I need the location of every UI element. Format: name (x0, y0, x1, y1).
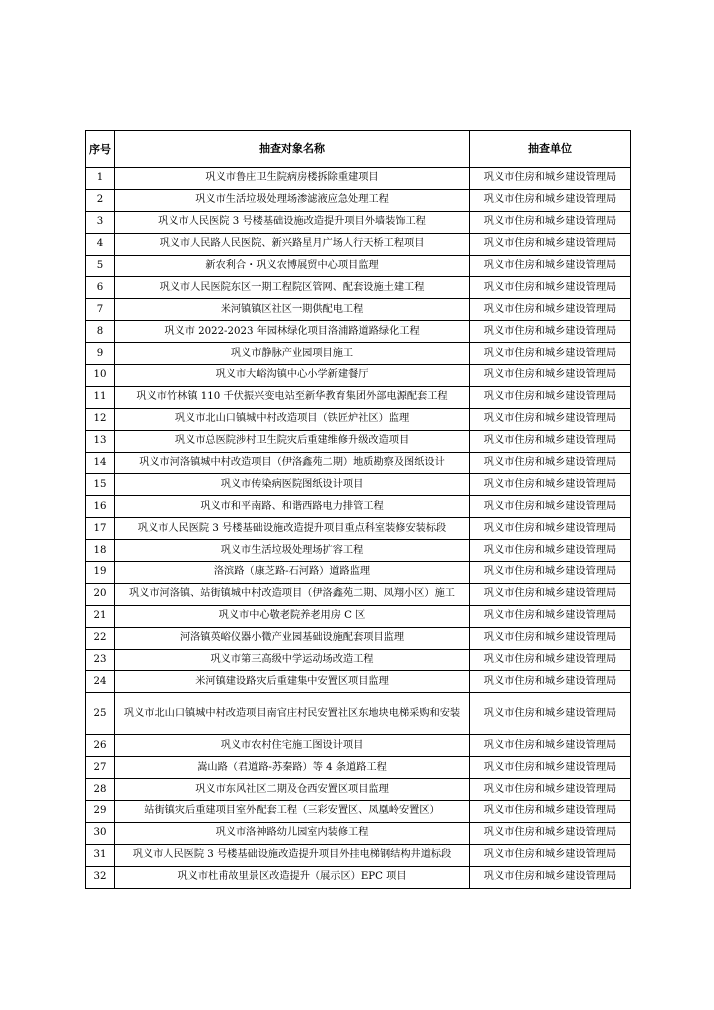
project-name-cell: 巩义市河洛镇城中村改造项目（伊洛鑫苑二期）地质勘察及图纸设计 (115, 452, 470, 474)
row-number-cell: 6 (86, 277, 115, 299)
row-number-cell: 17 (86, 518, 115, 540)
project-name-cell: 巩义市第三高级中学运动场改造工程 (115, 649, 470, 671)
inspection-unit-cell: 巩义市住房和城乡建设管理局 (470, 822, 631, 844)
inspection-unit-cell: 巩义市住房和城乡建设管理局 (470, 562, 631, 584)
table-row (86, 474, 631, 496)
row-number-cell: 27 (86, 757, 115, 779)
row-number-cell: 14 (86, 452, 115, 474)
table-row (86, 430, 631, 452)
table-row (86, 735, 631, 757)
project-name-cell: 巩义市人民路人民医院、新兴路星月广场人行天桥工程项目 (115, 233, 470, 255)
project-name-cell: 巩义市人民医院东区一期工程院区管网、配套设施土建工程 (115, 277, 470, 299)
table-row (86, 233, 631, 255)
project-name-cell: 巩义市传染病医院图纸设计项目 (115, 474, 470, 496)
row-number-cell: 8 (86, 321, 115, 343)
inspection-table (85, 130, 631, 889)
inspection-unit-cell: 巩义市住房和城乡建设管理局 (470, 693, 631, 735)
inspection-unit-cell: 巩义市住房和城乡建设管理局 (470, 343, 631, 365)
row-number-cell: 31 (86, 844, 115, 866)
row-number-cell: 25 (86, 693, 115, 735)
row-number-cell: 29 (86, 801, 115, 823)
table-row (86, 277, 631, 299)
project-name-cell: 巩义市洛神路幼儿园室内装修工程 (115, 822, 470, 844)
inspection-unit-cell: 巩义市住房和城乡建设管理局 (470, 255, 631, 277)
inspection-unit-cell: 巩义市住房和城乡建设管理局 (470, 365, 631, 387)
inspection-unit-cell: 巩义市住房和城乡建设管理局 (470, 408, 631, 430)
row-number-cell: 23 (86, 649, 115, 671)
row-number-cell: 11 (86, 386, 115, 408)
table-row (86, 801, 631, 823)
inspection-unit-cell: 巩义市住房和城乡建设管理局 (470, 671, 631, 693)
row-number-cell: 1 (86, 168, 115, 190)
table-row (86, 844, 631, 866)
header-no: 序号 (86, 131, 115, 168)
row-number-cell: 9 (86, 343, 115, 365)
row-number-cell: 28 (86, 779, 115, 801)
inspection-unit-cell: 巩义市住房和城乡建设管理局 (470, 649, 631, 671)
row-number-cell: 4 (86, 233, 115, 255)
row-number-cell: 21 (86, 605, 115, 627)
row-number-cell: 19 (86, 562, 115, 584)
row-number-cell: 18 (86, 540, 115, 562)
project-name-cell: 巩义市人民医院 3 号楼基础设施改造提升项目外墙装饰工程 (115, 211, 470, 233)
table-row (86, 779, 631, 801)
project-name-cell: 巩义市鲁庄卫生院病房楼拆除重建项目 (115, 168, 470, 190)
project-name-cell: 巩义市和平南路、和谐西路电力排管工程 (115, 496, 470, 518)
inspection-unit-cell: 巩义市住房和城乡建设管理局 (470, 605, 631, 627)
project-name-cell: 巩义市总医院涉村卫生院灾后重建维修升级改造项目 (115, 430, 470, 452)
inspection-unit-cell: 巩义市住房和城乡建设管理局 (470, 779, 631, 801)
project-name-cell: 巩义市中心敬老院养老用房 C 区 (115, 605, 470, 627)
row-number-cell: 12 (86, 408, 115, 430)
table-row (86, 518, 631, 540)
row-number-cell: 16 (86, 496, 115, 518)
row-number-cell: 32 (86, 866, 115, 888)
inspection-unit-cell: 巩义市住房和城乡建设管理局 (470, 866, 631, 888)
table-row (86, 408, 631, 430)
header-name: 抽查对象名称 (115, 131, 470, 168)
table-row (86, 496, 631, 518)
project-name-cell: 巩义市北山口镇城中村改造项目南官庄村民安置社区东地块电梯采购和安装 (115, 693, 470, 735)
table-row (86, 299, 631, 321)
project-name-cell: 巩义市人民医院 3 号楼基础设施改造提升项目重点科室装修安装标段 (115, 518, 470, 540)
project-name-cell: 巩义市生活垃圾处理场扩容工程 (115, 540, 470, 562)
inspection-unit-cell: 巩义市住房和城乡建设管理局 (470, 735, 631, 757)
project-name-cell: 巩义市北山口镇城中村改造项目（铁匠炉社区）监理 (115, 408, 470, 430)
row-number-cell: 30 (86, 822, 115, 844)
inspection-unit-cell: 巩义市住房和城乡建设管理局 (470, 211, 631, 233)
inspection-unit-cell: 巩义市住房和城乡建设管理局 (470, 844, 631, 866)
table-row (86, 255, 631, 277)
table-row (86, 649, 631, 671)
project-name-cell: 米河镇镇区社区一期供配电工程 (115, 299, 470, 321)
table-header-row (86, 131, 631, 168)
table-row (86, 627, 631, 649)
inspection-unit-cell: 巩义市住房和城乡建设管理局 (470, 233, 631, 255)
project-name-cell: 巩义市东风社区二期及仓西安置区项目监理 (115, 779, 470, 801)
table-row (86, 168, 631, 190)
table-row (86, 822, 631, 844)
inspection-unit-cell: 巩义市住房和城乡建设管理局 (470, 496, 631, 518)
project-name-cell: 巩义市农村住宅施工图设计项目 (115, 735, 470, 757)
row-number-cell: 15 (86, 474, 115, 496)
table-row (86, 189, 631, 211)
inspection-unit-cell: 巩义市住房和城乡建设管理局 (470, 452, 631, 474)
project-name-cell: 巩义市静脉产业园项目施工 (115, 343, 470, 365)
project-name-cell: 巩义市大峪沟镇中心小学新建餐厅 (115, 365, 470, 387)
inspection-unit-cell: 巩义市住房和城乡建设管理局 (470, 627, 631, 649)
inspection-unit-cell: 巩义市住房和城乡建设管理局 (470, 299, 631, 321)
project-name-cell: 巩义市竹林镇 110 千伏振兴变电站至新华教育集团外部电源配套工程 (115, 386, 470, 408)
inspection-unit-cell: 巩义市住房和城乡建设管理局 (470, 801, 631, 823)
inspection-unit-cell: 巩义市住房和城乡建设管理局 (470, 321, 631, 343)
row-number-cell: 22 (86, 627, 115, 649)
inspection-unit-cell: 巩义市住房和城乡建设管理局 (470, 757, 631, 779)
inspection-unit-cell: 巩义市住房和城乡建设管理局 (470, 540, 631, 562)
table-row (86, 452, 631, 474)
project-name-cell: 站街镇灾后重建项目室外配套工程（三彩安置区、凤凰岭安置区） (115, 801, 470, 823)
row-number-cell: 7 (86, 299, 115, 321)
table-row (86, 757, 631, 779)
table-row (86, 866, 631, 888)
inspection-unit-cell: 巩义市住房和城乡建设管理局 (470, 189, 631, 211)
table-row (86, 540, 631, 562)
project-name-cell: 巩义市 2022-2023 年园林绿化项目洛浦路道路绿化工程 (115, 321, 470, 343)
row-number-cell: 26 (86, 735, 115, 757)
project-name-cell: 洛滨路（康芝路-石河路）道路监理 (115, 562, 470, 584)
inspection-unit-cell: 巩义市住房和城乡建设管理局 (470, 430, 631, 452)
table-row (86, 693, 631, 735)
table-row (86, 583, 631, 605)
header-unit: 抽查单位 (470, 131, 631, 168)
inspection-unit-cell: 巩义市住房和城乡建设管理局 (470, 277, 631, 299)
row-number-cell: 3 (86, 211, 115, 233)
project-name-cell: 米河镇建设路灾后重建集中安置区项目监理 (115, 671, 470, 693)
inspection-unit-cell: 巩义市住房和城乡建设管理局 (470, 474, 631, 496)
project-name-cell: 新农利合・巩义农博展贸中心项目监理 (115, 255, 470, 277)
table-row (86, 386, 631, 408)
project-name-cell: 巩义市生活垃圾处理场渗滤液应急处理工程 (115, 189, 470, 211)
table-row (86, 343, 631, 365)
project-name-cell: 巩义市人民医院 3 号楼基础设施改造提升项目外挂电梯钢结构井道标段 (115, 844, 470, 866)
row-number-cell: 20 (86, 583, 115, 605)
project-name-cell: 嵩山路（君道路-苏秦路）等 4 条道路工程 (115, 757, 470, 779)
inspection-unit-cell: 巩义市住房和城乡建设管理局 (470, 518, 631, 540)
table-row (86, 671, 631, 693)
table-row (86, 211, 631, 233)
row-number-cell: 13 (86, 430, 115, 452)
project-name-cell: 巩义市杜甫故里景区改造提升（展示区）EPC 项目 (115, 866, 470, 888)
project-name-cell: 河洛镇英峪仪器小微产业园基础设施配套项目监理 (115, 627, 470, 649)
table-row (86, 321, 631, 343)
inspection-unit-cell: 巩义市住房和城乡建设管理局 (470, 168, 631, 190)
row-number-cell: 24 (86, 671, 115, 693)
row-number-cell: 2 (86, 189, 115, 211)
row-number-cell: 10 (86, 365, 115, 387)
row-number-cell: 5 (86, 255, 115, 277)
project-name-cell: 巩义市河洛镇、站街镇城中村改造项目（伊洛鑫苑二期、凤翔小区）施工 (115, 583, 470, 605)
inspection-unit-cell: 巩义市住房和城乡建设管理局 (470, 583, 631, 605)
table-row (86, 562, 631, 584)
table-row (86, 365, 631, 387)
table-row (86, 605, 631, 627)
inspection-unit-cell: 巩义市住房和城乡建设管理局 (470, 386, 631, 408)
